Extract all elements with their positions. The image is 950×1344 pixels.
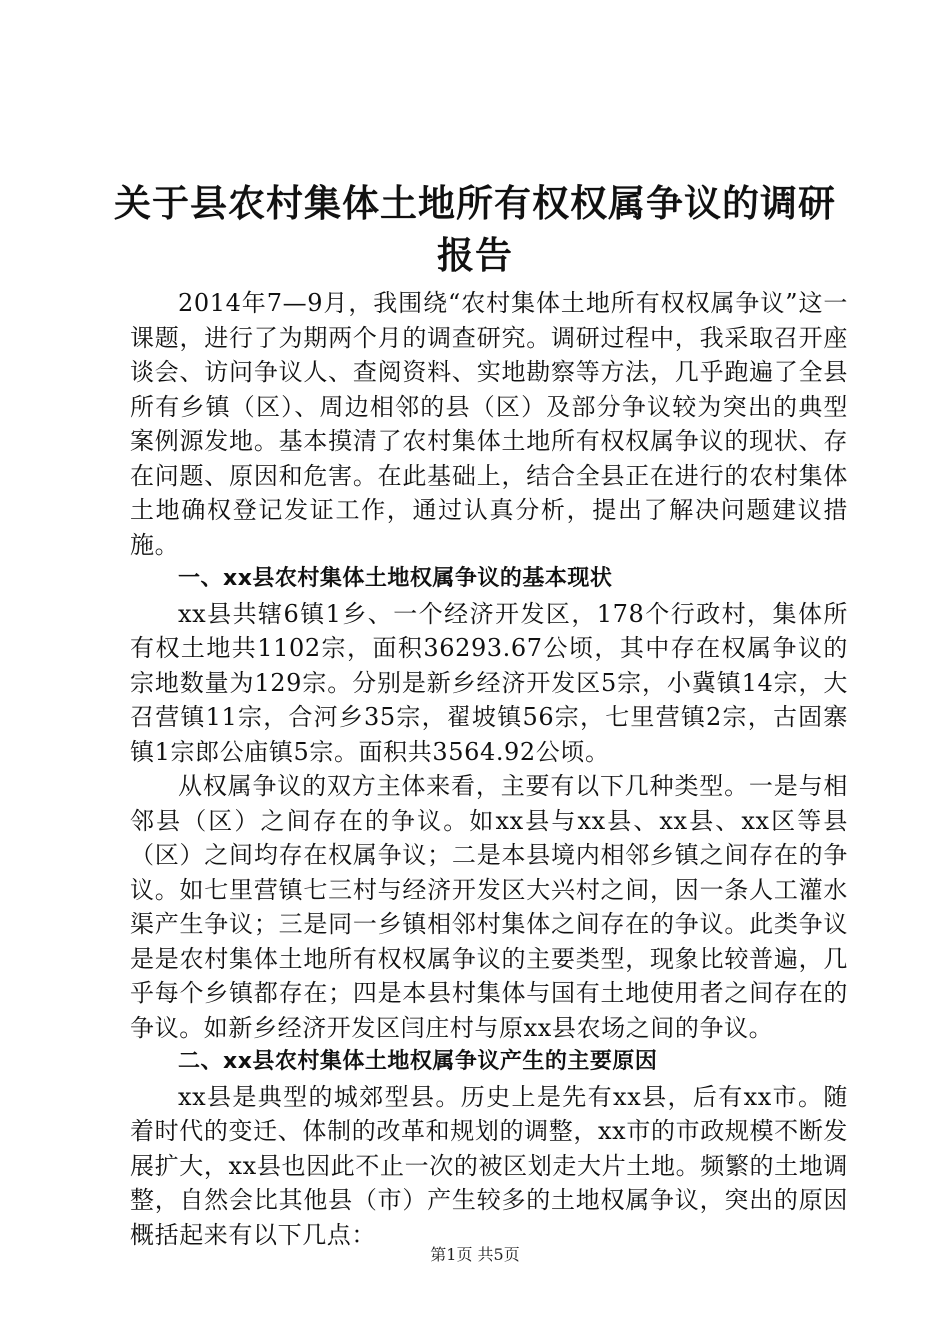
causes-paragraph: xx县是典型的城郊型县。历史上是先有xx县，后有xx市。随着时代的变迁、体制的改革和规划的调整，xx市的市政规模不断发展扩大，xx县也因此不止一次的被区划走大片土地。频繁的土地调整，自然会比其他县（市）产生较多的土地权属争议，突出的原因概括起来有以下几点： xyxy=(130,1082,848,1249)
dispute-types-paragraph: 从权属争议的双方主体来看，主要有以下几种类型。一是与相邻县（区）之间存在的争议。如xx县与xx县、xx县、xx区等县（区）之间均存在权属争议；二是本县境内相邻乡镇之间存在的争议。如七里营镇七三村与经济开发区大兴村之间，因一条人工灌水渠产生争议；三是同一乡镇相邻村集体之间存在的争议。此类争议是是农村集体土地所有权权属争议的主要类型，现象比较普遍，几乎每个乡镇都存在；四是本县村集体与国有土地使用者之间存在的争议。如新乡经济开发区闫庄村与原xx县农场之间的争议。 xyxy=(130,772,848,1042)
section-heading-2: 二、xx县农村集体土地权属争议产生的主要原因 xyxy=(178,1049,658,1074)
page-number-footer: 第1页 共5页 xyxy=(430,1245,520,1264)
status-paragraph: xx县共辖6镇1乡、一个经济开发区，178个行政村，集体所有权土地共1102宗，面积36293.67公顷，其中存在权属争议的宗地数量为129宗。分别是新乡经济开发区5宗，小冀镇14宗，大召营镇11宗，合河乡35宗，翟坡镇56宗，七里营镇2宗，古固寨镇1宗郎公庙镇5宗。面积共3564.92公顷。 xyxy=(130,599,848,766)
document-title: 关于县农村集体土地所有权权属争议的调研报告 xyxy=(114,182,836,277)
document-body xyxy=(130,286,848,1252)
section-heading-1: 一、xx县农村集体土地权属争议的基本现状 xyxy=(178,566,613,591)
intro-paragraph: 2014年7—9月，我围绕“农村集体土地所有权权属争议”这一课题，进行了为期两个月的调查研究。调研过程中，我采取召开座谈会、访问争议人、查阅资料、实地勘察等方法，几乎跑遍了全县所有乡镇（区）、周边相邻的县（区）及部分争议较为突出的典型案例源发地。基本摸清了农村集体土地所有权权属争议的现状、存在问题、原因和危害。在此基础上，结合全县正在进行的农村集体土地确权登记发证工作，通过认真分析，提出了解决问题建议措施。 xyxy=(130,289,848,559)
